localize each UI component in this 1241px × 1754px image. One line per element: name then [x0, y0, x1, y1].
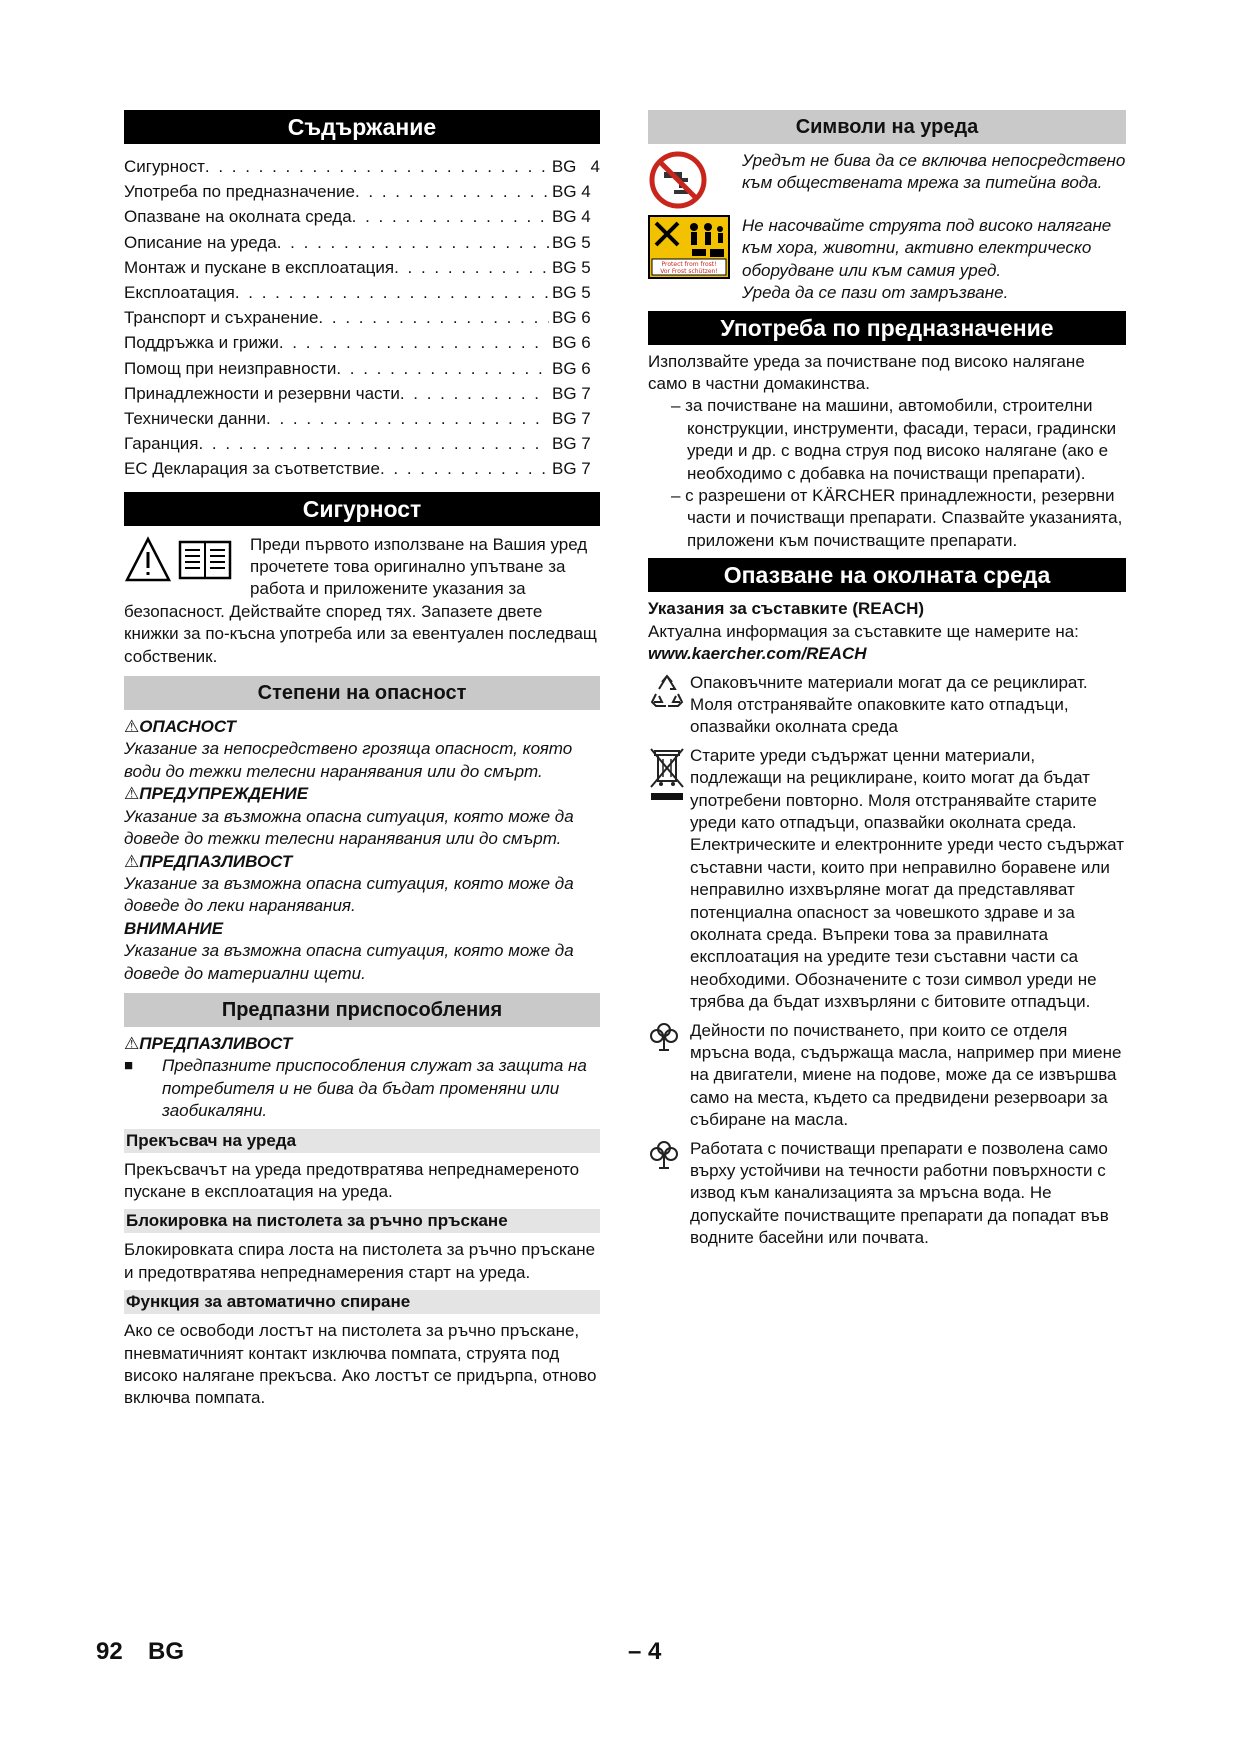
toc-dot-leader: [394, 255, 549, 280]
toc-entry-page: BG 7: [552, 459, 591, 479]
symbol-no-spray: [648, 215, 1126, 305]
toc-entry[interactable]: [124, 230, 600, 255]
toc-entry-page: BG 6: [552, 308, 591, 328]
symbol-no-spray-text: Не насочвайте струята под високо налягане към хора, животни, активно електрическо оборудване или към самия уред.: [742, 216, 1112, 280]
toc-dot-leader: [198, 431, 549, 456]
device-symbols-heading: Символи на уреда: [648, 110, 1126, 144]
toc-entry-title: Принадлежности и резервни части: [124, 383, 400, 403]
reach-text: Актуална информация за съставките ще намерите на:: [648, 621, 1079, 641]
symbol-frost-text: Уреда да се пази от замръзване.: [742, 283, 1009, 303]
hazard-caution-label: ⚠ПРЕДПАЗЛИВОСТ: [124, 851, 293, 871]
toc-entry[interactable]: [124, 255, 600, 280]
auto-stop-text: Ако се освободи лостът на пистолета за ръчно пръскане, пневматичният контакт изключва помпата, струята под високо налягане прекъсва. Ако лостът се придърпа, отново включва помпата.: [124, 1321, 597, 1408]
protective-devices-heading: Предпазни приспособления: [124, 993, 600, 1027]
reach-heading: Указания за съставките (REACH): [648, 599, 925, 619]
symbol-no-spray-texts: [742, 215, 1126, 305]
toc-entry-title: Помощ при неизправности: [124, 358, 337, 378]
toc-entry[interactable]: [124, 204, 600, 229]
intended-use-body: [648, 351, 1126, 553]
crossed-bin-icon: [648, 745, 690, 813]
reach-link[interactable]: www.kaercher.com/REACH: [648, 644, 867, 664]
footer-page-number: 92: [96, 1638, 123, 1665]
protective-caution-text: Предпазните приспособления служат за защита на потребителя и не бива да бъдат променяни или заобикаляни.: [162, 1056, 587, 1121]
toc-entry[interactable]: [124, 406, 600, 431]
weee-text-2: Електрическите и електронните уреди често съдържат съставни части, които при неправилно боравене или неправилно изхвърляне могат да представляват потенциална опасност за човешкото здраве и за околната среда. Въпреки това за правилната експлоатация на уредите тези съставни части са необходими. Обозначените с този символ уреди не трябва да бъдат изхвърляни с битовите отпадъци.: [690, 835, 1125, 1012]
toc-entry-page: BG 7: [552, 383, 591, 403]
trigger-lock-text: Блокировката спира лоста на пистолета за ръчно пръскане и предотвратява непреднамерения старт на уреда.: [124, 1240, 596, 1282]
hazard-levels-list: [124, 716, 600, 985]
toc-dot-leader: [318, 305, 549, 330]
protective-caution-label: ⚠ПРЕДПАЗЛИВОСТ: [124, 1033, 293, 1053]
toc-entry[interactable]: [124, 305, 600, 330]
oil-text: Дейности по почистването, при които се отделя мръсна вода, съдържаща масла, например при миене на двигатели, миене на подове, може да се извършва само на места, където са предвидени резервоари за събиране на масла.: [690, 1020, 1122, 1130]
toc-entry-page: BG 4: [551, 157, 600, 176]
oil-note: [648, 1020, 1126, 1132]
toc-dot-leader: [380, 456, 549, 481]
weee-note: [648, 745, 1126, 835]
toc-dot-leader: [279, 330, 549, 355]
safety-icons: [124, 536, 244, 584]
hazard-warning-label: ⚠ПРЕДУПРЕЖДЕНИЕ: [124, 784, 309, 804]
hazard-danger-text: Указание за непосредствено грозяща опасност, която води до тежки телесни наранявания или до смърт.: [124, 739, 573, 781]
toc-dot-leader: [400, 381, 549, 406]
right-column: [648, 110, 1126, 1250]
intended-use-intro: Използвайте уреда за почистване под високо налягане само в частни домакинства.: [648, 351, 1085, 394]
toc-dot-leader: [277, 230, 549, 255]
protective-caution: [124, 1033, 600, 1123]
environment-tree-icon: [648, 1020, 690, 1058]
intended-use-item: – с разрешени от KÄRCHER принадлежности, резервни части и почистващи препарати. Спазвайте указанията, приложени към почистващите препарати.: [671, 486, 1123, 550]
toc-entry-title: Транспорт и съхранение: [124, 308, 319, 328]
toc-dot-leader: [355, 179, 549, 204]
safety-intro-text: Преди първото използване на Вашия уред прочетете това оригинално упътване за работа и приложените указания за безопасност. Действайте според тях. Запазете двете книжки за по-късна употреба или за евентуален последващ собственик.: [124, 534, 597, 666]
table-of-contents: [124, 154, 600, 482]
toc-dot-leader: [352, 204, 549, 229]
toc-entry-page: BG 6: [552, 358, 591, 378]
trigger-lock-heading: Блокировка на пистолета за ръчно пръскане: [124, 1209, 600, 1233]
cleaner-note: [648, 1138, 1126, 1250]
toc-heading: Съдържание: [124, 110, 600, 144]
toc-entry-title: Поддръжка и грижи: [124, 333, 279, 353]
symbol-no-drinking-water: [648, 150, 1126, 215]
toc-entry[interactable]: [124, 456, 600, 481]
toc-entry-page: BG 7: [552, 434, 591, 454]
square-bullet-icon: ■: [124, 1057, 134, 1075]
toc-entry[interactable]: [124, 154, 600, 179]
intended-use-heading: Употреба по предназначение: [648, 311, 1126, 345]
device-switch-heading: Прекъсвач на уреда: [124, 1129, 600, 1153]
auto-stop-heading: Функция за автоматично спиране: [124, 1290, 600, 1314]
svg-text:Vor Frost schützen!: Vor Frost schützen!: [660, 268, 718, 275]
hazard-notice-text: Указание за възможна опасна ситуация, която може да доведе до материални щети.: [124, 941, 574, 983]
safety-heading: Сигурност: [124, 492, 600, 526]
toc-dot-leader: [235, 280, 549, 305]
safety-intro: [124, 534, 600, 668]
toc-entry[interactable]: [124, 381, 600, 406]
toc-entry-title: Описание на уреда: [124, 232, 277, 252]
recycling-note: [648, 672, 1126, 739]
toc-dot-leader: [205, 154, 549, 179]
toc-entry-page: BG 5: [552, 232, 591, 252]
cleaner-text: Работата с почистващи препарати е позволена само върху устойчиви на течности работни повърхности с извод към канализацията за мръсна вода. Не допускайте почистващите препарати да попадат във водните басейни или почвата.: [690, 1138, 1109, 1248]
no-spray-people-icon: [648, 215, 742, 284]
hazard-levels-heading: Степени на опасност: [124, 676, 600, 710]
footer-language: BG: [148, 1638, 184, 1665]
protective-caution-item: [124, 1055, 600, 1122]
toc-entry-title: Експлоатация: [124, 283, 235, 303]
hazard-warning-text: Указание за възможна опасна ситуация, която може да доведе до тежки телесни наранявания или до смърт.: [124, 806, 574, 849]
toc-entry-title: Монтаж и пускане в експлоатация: [124, 257, 395, 277]
toc-entry-page: BG 6: [552, 333, 591, 353]
hazard-caution-text: Указание за възможна опасна ситуация, която може да доведе до леки наранявания.: [124, 873, 574, 916]
toc-entry[interactable]: [124, 179, 600, 204]
footer-section-page: – 4: [628, 1638, 662, 1665]
toc-dot-leader: [266, 406, 549, 431]
toc-entry-page: BG 4: [552, 182, 591, 202]
recycling-icon: [648, 672, 690, 716]
warning-triangle-icon: [127, 539, 169, 580]
no-drinking-water-icon: [648, 150, 742, 215]
toc-dot-leader: [336, 356, 549, 381]
frost-label-text: Protect from frost!: [661, 261, 717, 268]
toc-entry-title: Гаранция: [124, 434, 199, 454]
toc-entry[interactable]: [124, 356, 600, 381]
toc-entry-page: BG 4: [552, 207, 591, 227]
recycling-text: Опаковъчните материали могат да се рециклират. Моля отстранявайте опаковките като отпадъци, опазвайки околната среда: [690, 672, 1088, 737]
environment-body: [648, 598, 1126, 1249]
intended-use-item: – за почистване на машини, автомобили, строителни конструкции, инструменти, фасади, тераси, градински уреди и др. с водна струя под високо налягане (ако е необходимо с добавка на почистващи препарати).: [671, 396, 1117, 483]
toc-entry-page: BG 5: [552, 257, 591, 277]
environment-heading: Опазване на околната среда: [648, 558, 1126, 592]
toc-entry-title: Сигурност: [124, 157, 205, 176]
toc-entry-title: Употреба по предназначение: [124, 182, 355, 202]
symbol-no-drinking-water-text: Уредът не бива да се включва непосредствено към обществената мрежа за питейна вода.: [742, 151, 1126, 193]
hazard-danger-label: ⚠ОПАСНОСТ: [124, 717, 236, 737]
toc-entry[interactable]: [124, 330, 600, 355]
hazard-notice-label: ВНИМАНИЕ: [124, 918, 224, 938]
manual-book-icon: [180, 542, 230, 578]
toc-entry-page: BG 7: [552, 409, 591, 429]
toc-entry-title: Технически данни: [124, 409, 267, 429]
toc-entry-page: BG 5: [552, 283, 591, 303]
toc-entry[interactable]: [124, 280, 600, 305]
toc-entry-title: ЕС Декларация за съответствие: [124, 459, 380, 479]
toc-entry[interactable]: [124, 431, 600, 456]
toc-entry-title: Опазване на околната среда: [124, 207, 352, 227]
left-column: [124, 110, 600, 1410]
weee-text: Старите уреди съдържат ценни материали, подлежащи на рециклиране, които могат да бъдат употребени повторно. Моля отстранявайте старите уреди като отпадъци, опазвайки околната среда.: [690, 745, 1097, 832]
device-switch-text: Прекъсвачът на уреда предотвратява непреднамереното пускане в експлоатация на уреда.: [124, 1159, 580, 1201]
environment-tree-icon: [648, 1138, 690, 1176]
